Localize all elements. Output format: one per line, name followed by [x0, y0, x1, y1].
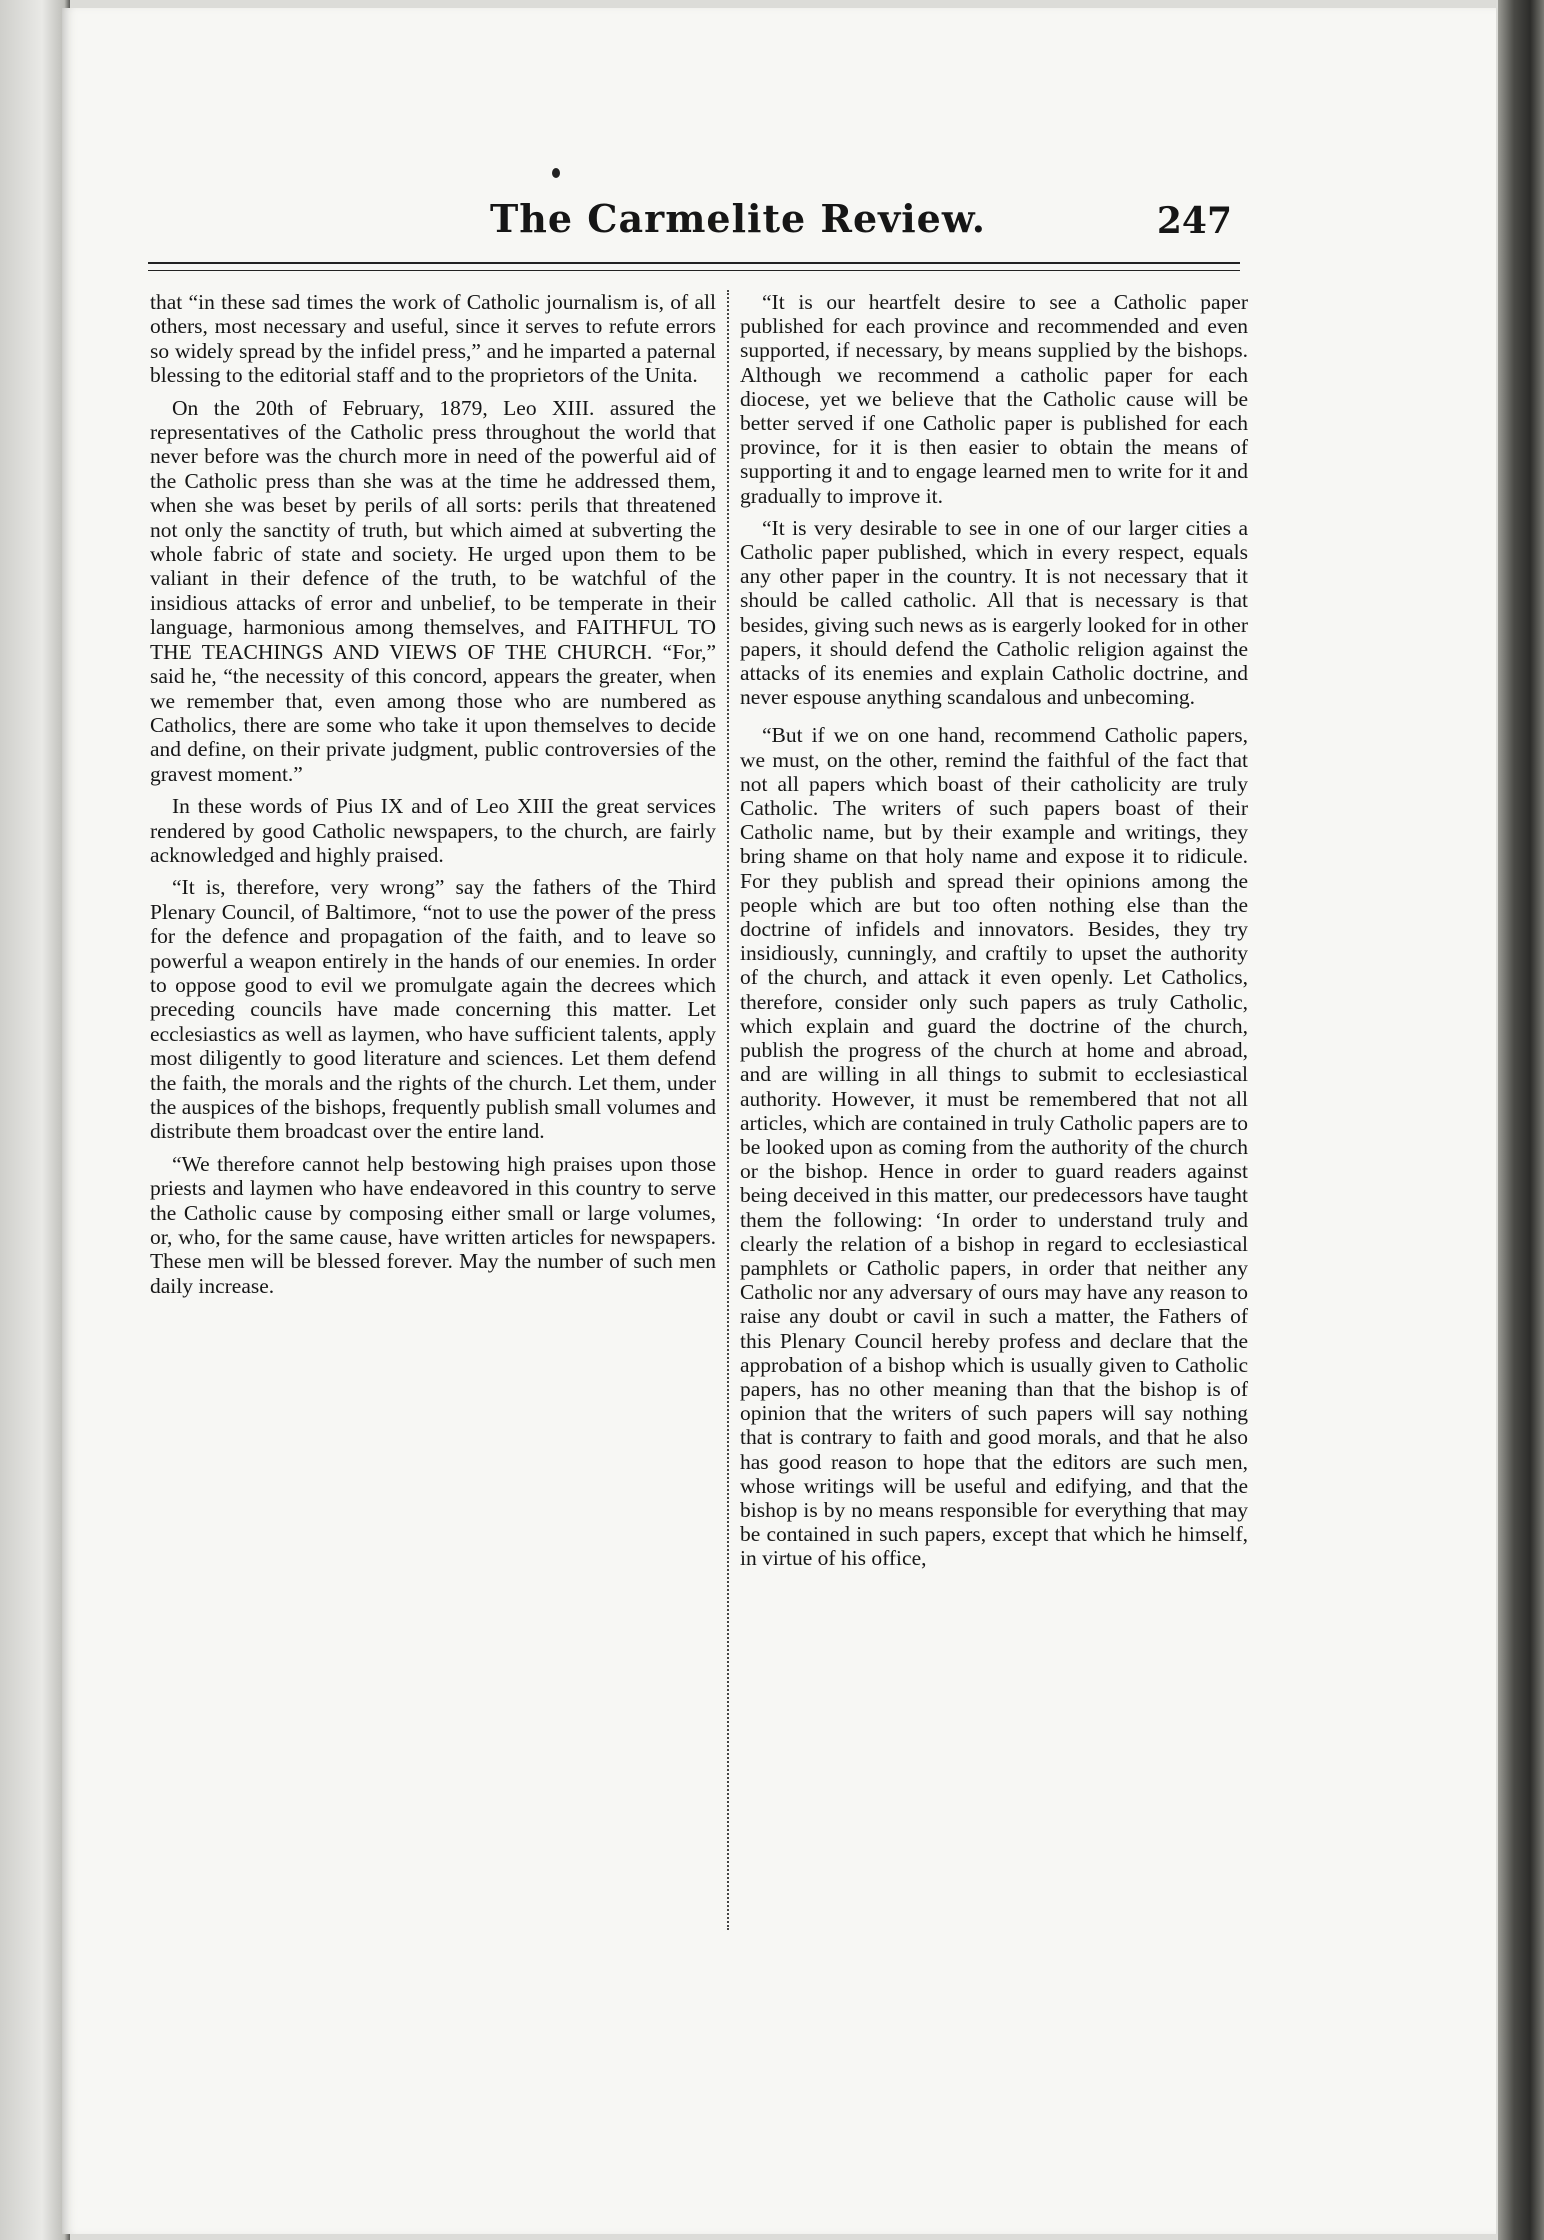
book-binding-edge	[1498, 0, 1544, 2240]
paragraph: “It is our heartfelt desire to see a Catholic paper published for each province and recommended and even supported, if necessary, by means supplied by the bishops. Although we recommend a catholic paper for each diocese, yet we believe that the Catholic cause will be better served if one Catholic paper is published for each province, for it is then easier to obtain the means of supporting it and to engage learned men to write for it and gradually to improve it.	[740, 290, 1248, 508]
paragraph: On the 20th of February, 1879, Leo XIII. assured the representatives of the Catholic press throughout the world that never before was the church more in need of the powerful aid of the Catholic press than she was at the time he addressed them, when she was beset by perils of all sorts: perils that threatened not only the sanctity of truth, but which aimed at subverting the whole fabric of state and society. He urged upon them to be valiant in their defence of the truth, to be watchful of the insidious attacks of error and unbelief, to be temperate in their language, harmonious among themselves, and FAITHFUL TO THE TEACHINGS AND VIEWS OF THE CHURCH. “For,” said he, “the necessity of this concord, appears the greater, when we remember that, even among those who are numbered as Catholics, there are some who take it upon themselves to decide and define, on their private judgment, public controversies of the gravest moment.”	[150, 395, 716, 786]
header-rule-thin	[148, 270, 1240, 271]
paragraph: In these words of Pius IX and of Leo XIII the great services rendered by good Catholic newspapers, to the church, are fairly acknowledged and highly praised.	[150, 794, 716, 867]
paragraph: “It is very desirable to see in one of our larger cities a Catholic paper published, which in every respect, equals any other paper in the country. It is not necessary that it should be called catholic. All that is necessary is that besides, giving such news as is eargerly looked for in other papers, it should defend the Catholic religion against the attacks of its enemies and explain Catholic doctrine, and never espouse anything scandalous and unbecoming.	[740, 515, 1248, 710]
header-rule	[148, 262, 1240, 264]
paragraph: “We therefore cannot help bestowing high praises upon those priests and laymen who have endeavored in this country to serve the Catholic cause by composing either small or large volumes, or, who, for the same cause, have written articles for newspapers. These men will be blessed forever. May the number of such men daily increase.	[150, 1151, 716, 1298]
right-column	[740, 290, 1248, 1579]
facing-page-edge	[0, 0, 70, 2240]
running-title: The Carmelite Review.	[490, 196, 986, 241]
page-number: 247	[1156, 200, 1232, 242]
paragraph: that “in these sad times the work of Catholic journalism is, of all others, most necessary and useful, since it serves to refute errors so widely spread by the infidel press,” and he imparted a paternal blessing to the editorial staff and to the proprietors of the Unita.	[150, 290, 716, 388]
paragraph: “It is, therefore, very wrong” say the fathers of the Third Plenary Council, of Baltimore, “not to use the power of the press for the defence and propagation of the faith, and to leave so powerful a weapon entirely in the hands of our enemies. In order to oppose good to evil we promulgate again the decrees which preceding councils have made concerning this matter. Let ecclesiastics as well as laymen, who have sufficient talents, apply most diligently to good literature and sciences. Let them defend the faith, the morals and the rights of the church. Let them, under the auspices of the bishops, frequently publish small volumes and distribute them broadcast over the entire land.	[150, 875, 716, 1144]
paragraph: “But if we on one hand, recommend Catholic papers, we must, on the other, remind the faithful of the fact that not all papers which boast of their catholicity are truly Catholic. The writers of such papers boast of their Catholic name, but by their example and writings, they bring shame on that holy name and expose it to ridicule. For they publish and spread their opinions among the people which are but too often nothing else than the doctrine of infidels and innovators. Besides, they try insidiously, cunningly, and craftily to upset the authority of the church, and attack it even openly. Let Catholics, therefore, consider only such papers as truly Catholic, which explain and guard the doctrine of the church, publish the progress of the church at home and abroad, and are willing in all things to submit to ecclesiastical authority. However, it must be remembered that not all articles, which are contained in truly Catholic papers are to be looked upon as coming from the authority of the church or the bishop. Hence in order to guard readers against being deceived in this matter, our predecessors have taught them the following: ‘In order to understand truly and clearly the relation of a bishop in regard to ecclesiastical pamphlets or Catholic papers, in order that neither any Catholic nor any adversary of ours may have any reason to raise any doubt or cavil in such a matter, the Fathers of this Plenary Council hereby profess and declare that the approbation of a bishop which is usually given to Catholic papers, has no other meaning than that the bishop is of opinion that the writers of such papers will say nothing that is contrary to faith and good morals, and that he also has good reason to hope that the editors are such men, whose writings will be useful and edifying, and that the bishop is by no means responsible for everything that may be contained in such papers, except that which he himself, in virtue of his office,	[740, 723, 1248, 1571]
left-column	[150, 290, 716, 1306]
column-divider	[727, 290, 729, 1930]
ink-dot	[552, 168, 560, 178]
